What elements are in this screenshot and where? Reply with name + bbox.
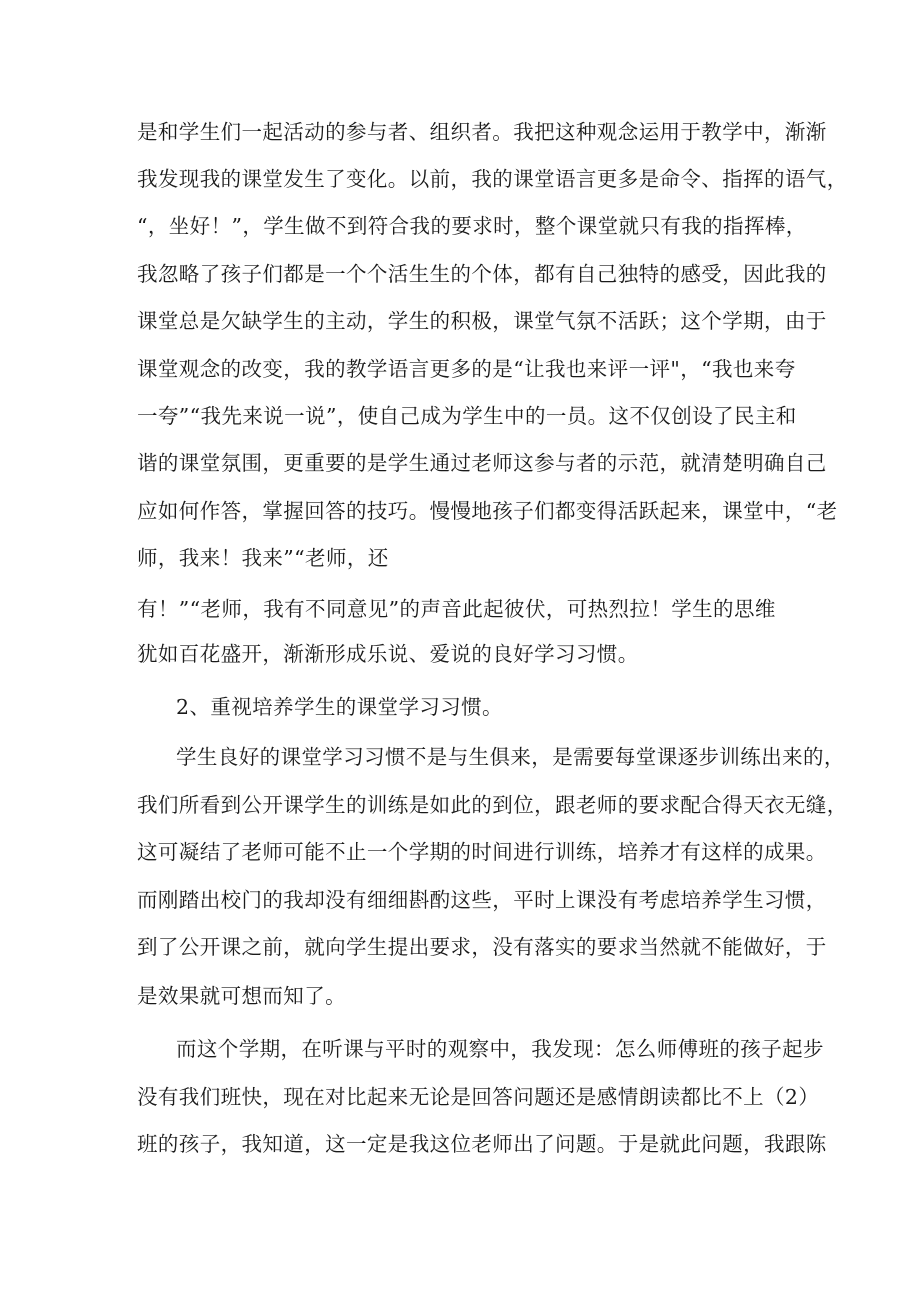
text-line: 有！”“老师，我有不同意见”的声音此起彼伏，可热烈拉！学生的思维 [137, 597, 776, 621]
text-line: 我们所看到公开课学生的训练是如此的到位，跟老师的要求配合得天衣无缝， [137, 793, 848, 817]
text-line: 课堂总是欠缺学生的主动，学生的积极，课堂气氛不活跃；这个学期，由于 [137, 309, 827, 333]
text-line: 没有我们班快，现在对比起来无论是回答问题还是感情朗读都比不上（2） [137, 1085, 820, 1109]
text-line: 是效果就可想而知了。 [137, 984, 346, 1008]
text-line: 是和学生们一起活动的参与者、组织者。我把这种观念运用于教学中，渐渐 [137, 120, 827, 144]
text-line: 犹如百花盛开，渐渐形成乐说、爱说的良好学习习惯。 [137, 642, 639, 666]
text-line: 而这个学期，在听课与平时的观察中，我发现：怎么师傅班的孩子起步 [176, 1037, 824, 1061]
text-line: 我发现我的课堂发生了变化。以前，我的课堂语言更多是命令、指挥的语气， [137, 167, 848, 191]
text-line: 班的孩子，我知道，这一定是我这位老师出了问题。于是就此问题，我跟陈 [137, 1132, 827, 1156]
section-heading: 2、重视培养学生的课堂学习习惯。 [176, 695, 503, 719]
text-line: 一夸”“我先来说一说”，使自己成为学生中的一员。这不仅创设了民主和 [137, 404, 797, 428]
text-line: 师，我来！我来”“老师，还 [137, 546, 389, 570]
text-line: 课堂观念的改变，我的教学语言更多的是“让我也来评一评"，“我也来夸 [137, 357, 796, 381]
text-line: “，坐好！”，学生做不到符合我的要求时，整个课堂就只有我的指挥棒， [137, 214, 807, 238]
text-line: 而刚踏出校门的我却没有细细斟酌这些，平时上课没有考虑培养学生习惯， [137, 888, 827, 912]
text-line: 谐的课堂氛围，更重要的是学生通过老师这参与者的示范，就清楚明确自己 [137, 451, 827, 475]
text-line: 应如何作答，掌握回答的技巧。慢慢地孩子们都变得活跃起来，课堂中，“老 [137, 499, 838, 523]
text-line: 到了公开课之前，就向学生提出要求，没有落实的要求当然就不能做好，于 [137, 935, 827, 959]
text-line: 我忽略了孩子们都是一个个活生生的个体，都有自己独特的感受，因此我的 [137, 262, 827, 286]
text-line: 这可凝结了老师可能不止一个学期的时间进行训练，培养才有这样的成果。 [137, 840, 827, 864]
text-line: 学生良好的课堂学习习惯不是与生俱来，是需要每堂课逐步训练出来的， [176, 745, 845, 769]
